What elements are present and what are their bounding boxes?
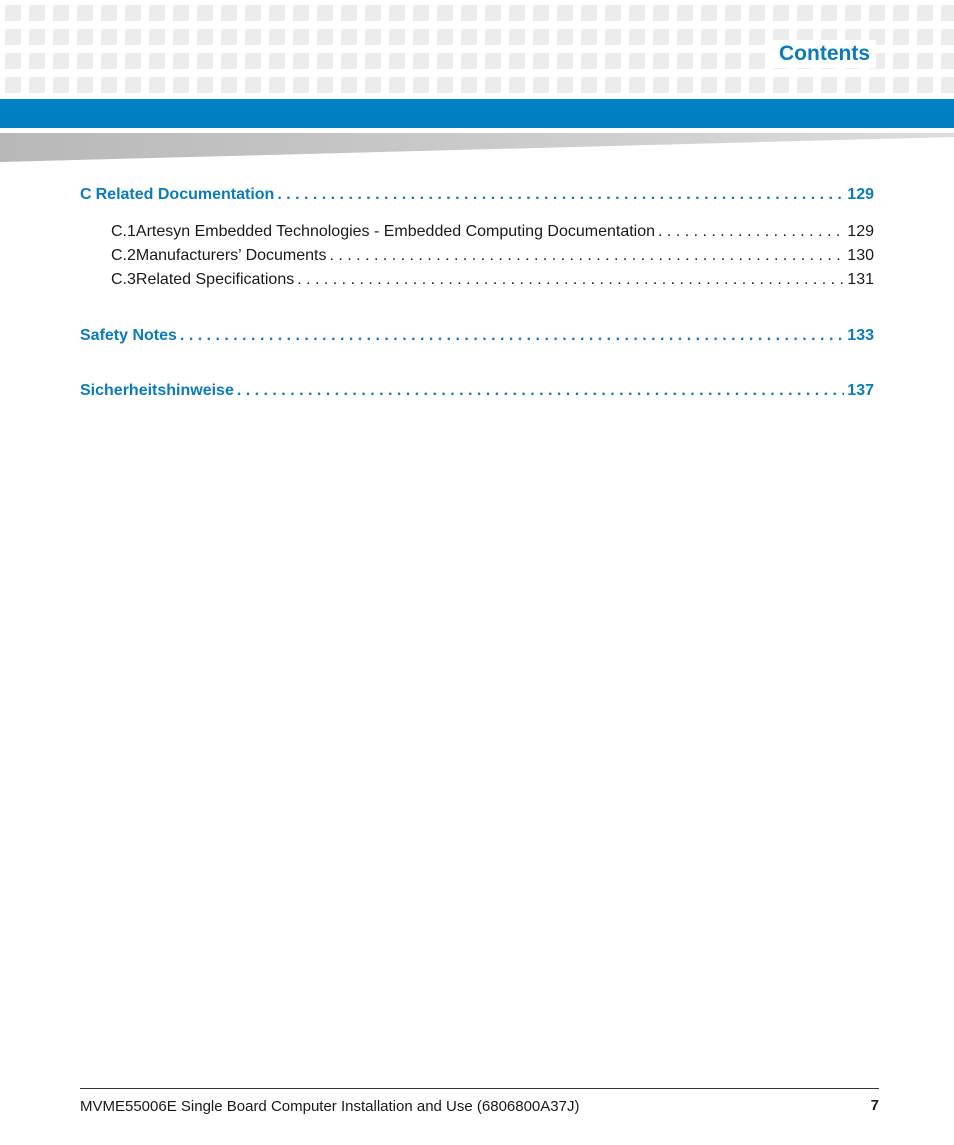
- pattern-square: [605, 53, 621, 69]
- pattern-square: [725, 5, 741, 21]
- pattern-square: [677, 29, 693, 45]
- pattern-square: [941, 53, 954, 69]
- pattern-square: [101, 5, 117, 21]
- pattern-square: [341, 77, 357, 93]
- pattern-square: [461, 5, 477, 21]
- pattern-square: [245, 77, 261, 93]
- pattern-square: [269, 53, 285, 69]
- pattern-square: [653, 53, 669, 69]
- pattern-square: [701, 53, 717, 69]
- pattern-square: [389, 53, 405, 69]
- pattern-square: [293, 77, 309, 93]
- pattern-square: [797, 77, 813, 93]
- pattern-square: [485, 77, 501, 93]
- pattern-square: [413, 53, 429, 69]
- toc-entry-page: 131: [847, 271, 874, 288]
- pattern-square: [677, 5, 693, 21]
- pattern-square: [317, 53, 333, 69]
- toc-entry-number: C: [80, 186, 92, 203]
- pattern-square: [197, 77, 213, 93]
- pattern-square: [245, 53, 261, 69]
- pattern-square: [629, 77, 645, 93]
- pattern-square: [893, 29, 909, 45]
- pattern-square: [77, 29, 93, 45]
- pattern-square: [437, 77, 453, 93]
- pattern-square: [629, 53, 645, 69]
- pattern-square: [293, 53, 309, 69]
- page-title: Contents: [773, 40, 876, 68]
- pattern-square: [77, 53, 93, 69]
- pattern-square: [173, 77, 189, 93]
- pattern-square: [29, 53, 45, 69]
- pattern-square: [125, 29, 141, 45]
- pattern-square: [749, 53, 765, 69]
- pattern-square: [749, 5, 765, 21]
- pattern-square: [773, 5, 789, 21]
- pattern-square: [125, 77, 141, 93]
- toc-entry-related-documentation[interactable]: [80, 186, 874, 204]
- toc-entry-label: Related Documentation: [95, 186, 275, 203]
- pattern-square: [941, 29, 954, 45]
- pattern-square: [701, 5, 717, 21]
- pattern-square: [773, 77, 789, 93]
- pattern-square: [845, 77, 861, 93]
- pattern-square: [701, 29, 717, 45]
- pattern-square: [917, 5, 933, 21]
- pattern-square: [317, 29, 333, 45]
- pattern-square: [149, 29, 165, 45]
- pattern-square: [317, 77, 333, 93]
- pattern-square: [653, 77, 669, 93]
- pattern-square: [725, 29, 741, 45]
- pattern-square: [389, 5, 405, 21]
- toc-entry-label: Sicherheitshinweise: [80, 382, 234, 399]
- pattern-square: [701, 77, 717, 93]
- pattern-square: [53, 5, 69, 21]
- pattern-square: [29, 29, 45, 45]
- footer-document-title: MVME55006E Single Board Computer Installation and Use (6806800A37J): [80, 1098, 580, 1115]
- pattern-square: [413, 5, 429, 21]
- toc-entry-c2[interactable]: [80, 247, 874, 265]
- pattern-square: [749, 77, 765, 93]
- pattern-square: [149, 53, 165, 69]
- pattern-square: [413, 77, 429, 93]
- toc-entry-c1[interactable]: [80, 223, 874, 241]
- pattern-square: [245, 5, 261, 21]
- pattern-square: [677, 77, 693, 93]
- pattern-square: [581, 29, 597, 45]
- toc-entry-page: 137: [847, 382, 874, 399]
- toc-entry-label: Manufacturers’ Documents: [135, 247, 327, 264]
- pattern-square: [509, 5, 525, 21]
- pattern-square: [557, 53, 573, 69]
- pattern-square: [5, 29, 21, 45]
- pattern-square: [437, 5, 453, 21]
- pattern-square: [101, 53, 117, 69]
- pattern-square: [173, 29, 189, 45]
- pattern-square: [5, 77, 21, 93]
- pattern-square: [821, 77, 837, 93]
- pattern-square: [725, 77, 741, 93]
- pattern-square: [149, 77, 165, 93]
- pattern-square: [461, 29, 477, 45]
- pattern-square: [485, 29, 501, 45]
- pattern-square: [197, 53, 213, 69]
- pattern-square: [581, 77, 597, 93]
- header-blue-band: [0, 99, 954, 128]
- pattern-square: [77, 5, 93, 21]
- pattern-square: [533, 29, 549, 45]
- pattern-square: [653, 29, 669, 45]
- toc-entry-number: C.3: [111, 271, 136, 288]
- pattern-square: [533, 53, 549, 69]
- pattern-square: [485, 5, 501, 21]
- toc-entry-sicherheitshinweise[interactable]: [80, 382, 874, 400]
- pattern-square: [341, 29, 357, 45]
- pattern-square: [941, 5, 954, 21]
- pattern-square: [629, 29, 645, 45]
- pattern-square: [653, 5, 669, 21]
- pattern-square: [437, 29, 453, 45]
- footer-divider: [80, 1088, 879, 1089]
- pattern-square: [461, 53, 477, 69]
- toc-entry-label: Related Specifications: [135, 271, 295, 288]
- pattern-square: [389, 29, 405, 45]
- pattern-square: [605, 77, 621, 93]
- pattern-square: [149, 5, 165, 21]
- pattern-square: [797, 5, 813, 21]
- pattern-square: [533, 5, 549, 21]
- pattern-square: [77, 77, 93, 93]
- pattern-square: [53, 53, 69, 69]
- pattern-square: [389, 77, 405, 93]
- pattern-square: [869, 5, 885, 21]
- toc-leader-dots: [180, 327, 844, 345]
- pattern-square: [725, 53, 741, 69]
- pattern-square: [269, 77, 285, 93]
- pattern-square: [365, 53, 381, 69]
- pattern-square: [533, 77, 549, 93]
- pattern-square: [365, 5, 381, 21]
- pattern-square: [893, 5, 909, 21]
- pattern-square: [221, 77, 237, 93]
- pattern-square: [509, 53, 525, 69]
- toc-entry-number: C.2: [111, 247, 136, 264]
- header-grey-wedge: [0, 128, 954, 164]
- toc-entry-c3[interactable]: [80, 271, 874, 289]
- footer-page-number: 7: [870, 1097, 879, 1114]
- pattern-square: [293, 29, 309, 45]
- pattern-square: [365, 77, 381, 93]
- pattern-square: [893, 77, 909, 93]
- pattern-square: [437, 53, 453, 69]
- toc-leader-dots: [237, 382, 844, 400]
- pattern-square: [269, 29, 285, 45]
- toc-entry-page: 129: [847, 186, 874, 203]
- pattern-square: [509, 29, 525, 45]
- pattern-square: [197, 5, 213, 21]
- pattern-square: [485, 53, 501, 69]
- pattern-square: [605, 29, 621, 45]
- pattern-square: [125, 5, 141, 21]
- pattern-square: [221, 53, 237, 69]
- pattern-square: [317, 5, 333, 21]
- pattern-square: [221, 29, 237, 45]
- pattern-square: [341, 53, 357, 69]
- pattern-square: [29, 77, 45, 93]
- pattern-square: [629, 5, 645, 21]
- pattern-square: [341, 5, 357, 21]
- pattern-square: [5, 53, 21, 69]
- pattern-square: [101, 29, 117, 45]
- toc-entry-number: C.1: [111, 223, 136, 240]
- toc-leader-dots: [658, 223, 844, 241]
- pattern-square: [509, 77, 525, 93]
- table-of-contents: [80, 186, 874, 400]
- pattern-square: [749, 29, 765, 45]
- pattern-square: [845, 5, 861, 21]
- pattern-square: [221, 5, 237, 21]
- toc-entry-page: 133: [847, 327, 874, 344]
- pattern-square: [941, 77, 954, 93]
- pattern-square: [917, 53, 933, 69]
- pattern-square: [821, 5, 837, 21]
- toc-leader-dots: [277, 186, 844, 204]
- pattern-square: [245, 29, 261, 45]
- pattern-square: [893, 53, 909, 69]
- pattern-square: [581, 53, 597, 69]
- pattern-square: [605, 5, 621, 21]
- pattern-square: [917, 29, 933, 45]
- pattern-square: [173, 5, 189, 21]
- pattern-square: [365, 29, 381, 45]
- pattern-square: [293, 5, 309, 21]
- toc-leader-dots: [330, 247, 845, 265]
- pattern-square: [269, 5, 285, 21]
- pattern-square: [917, 77, 933, 93]
- pattern-square: [101, 77, 117, 93]
- toc-entry-page: 129: [847, 223, 874, 240]
- pattern-square: [581, 5, 597, 21]
- toc-entry-label: Safety Notes: [80, 327, 177, 344]
- pattern-square: [461, 77, 477, 93]
- pattern-square: [29, 5, 45, 21]
- pattern-square: [197, 29, 213, 45]
- toc-entry-safety-notes[interactable]: [80, 327, 874, 345]
- pattern-square: [869, 77, 885, 93]
- pattern-square: [53, 77, 69, 93]
- pattern-square: [53, 29, 69, 45]
- toc-entry-page: 130: [847, 247, 874, 264]
- pattern-square: [413, 29, 429, 45]
- pattern-square: [557, 29, 573, 45]
- pattern-square: [677, 53, 693, 69]
- pattern-square: [173, 53, 189, 69]
- pattern-square: [557, 5, 573, 21]
- toc-leader-dots: [297, 271, 844, 289]
- toc-entry-label: Artesyn Embedded Technologies - Embedded Computing Documentation: [135, 223, 656, 240]
- pattern-square: [5, 5, 21, 21]
- pattern-square: [557, 77, 573, 93]
- pattern-square: [125, 53, 141, 69]
